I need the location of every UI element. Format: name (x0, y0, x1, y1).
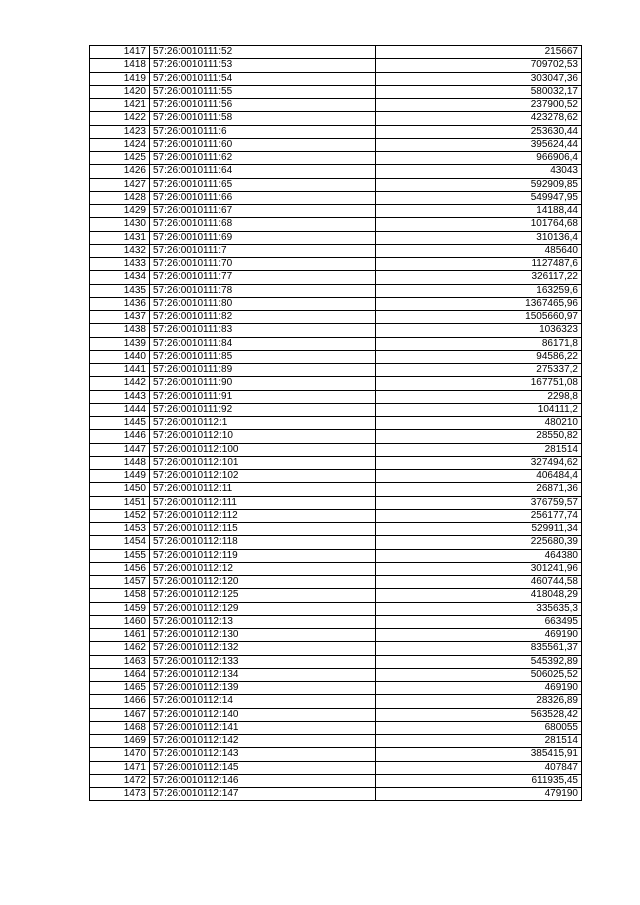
cadastral-number-cell: 57:26:0010112:112 (150, 509, 376, 522)
table-row (90, 72, 582, 85)
value-cell: 2298,8 (376, 390, 582, 403)
table-row (90, 218, 582, 231)
row-number-cell: 1472 (90, 774, 150, 787)
cadastral-number-cell: 57:26:0010112:143 (150, 748, 376, 761)
value-cell: 237900,52 (376, 99, 582, 112)
cadastral-number-cell: 57:26:0010112:13 (150, 615, 376, 628)
value-cell: 469190 (376, 629, 582, 642)
table-row (90, 523, 582, 536)
cadastral-number-cell: 57:26:0010112:146 (150, 774, 376, 787)
cadastral-number-cell: 57:26:0010111:85 (150, 350, 376, 363)
cadastral-number-cell: 57:26:0010111:56 (150, 99, 376, 112)
cadastral-number-cell: 57:26:0010111:78 (150, 284, 376, 297)
value-cell: 663495 (376, 615, 582, 628)
value-cell: 94586,22 (376, 350, 582, 363)
cadastral-number-cell: 57:26:0010112:134 (150, 668, 376, 681)
row-number-cell: 1470 (90, 748, 150, 761)
cadastral-number-cell: 57:26:0010111:80 (150, 297, 376, 310)
table-row (90, 761, 582, 774)
table-row (90, 562, 582, 575)
value-cell: 385415,91 (376, 748, 582, 761)
row-number-cell: 1427 (90, 178, 150, 191)
table-row (90, 615, 582, 628)
table-row (90, 311, 582, 324)
row-number-cell: 1421 (90, 99, 150, 112)
table-row (90, 205, 582, 218)
value-cell: 281514 (376, 735, 582, 748)
cadastral-number-cell: 57:26:0010111:64 (150, 165, 376, 178)
value-cell: 966906,4 (376, 152, 582, 165)
table-row (90, 483, 582, 496)
table-row (90, 152, 582, 165)
table-row (90, 509, 582, 522)
value-cell: 709702,53 (376, 59, 582, 72)
cadastral-number-cell: 57:26:0010112:10 (150, 430, 376, 443)
table-row (90, 721, 582, 734)
cadastral-number-cell: 57:26:0010111:91 (150, 390, 376, 403)
table-row (90, 735, 582, 748)
table-row (90, 46, 582, 59)
row-number-cell: 1433 (90, 258, 150, 271)
value-cell: 281514 (376, 443, 582, 456)
value-cell: 28550,82 (376, 430, 582, 443)
value-cell: 529911,34 (376, 523, 582, 536)
value-cell: 104111,2 (376, 403, 582, 416)
row-number-cell: 1453 (90, 523, 150, 536)
cadastral-number-cell: 57:26:0010112:101 (150, 456, 376, 469)
cadastral-number-cell: 57:26:0010112:141 (150, 721, 376, 734)
value-cell: 485640 (376, 244, 582, 257)
value-cell: 407847 (376, 761, 582, 774)
row-number-cell: 1460 (90, 615, 150, 628)
cadastral-number-cell: 57:26:0010111:55 (150, 85, 376, 98)
table-row (90, 297, 582, 310)
value-cell: 480210 (376, 417, 582, 430)
row-number-cell: 1463 (90, 655, 150, 668)
cadastral-number-cell: 57:26:0010112:139 (150, 682, 376, 695)
row-number-cell: 1435 (90, 284, 150, 297)
cadastral-number-cell: 57:26:0010112:111 (150, 496, 376, 509)
value-cell: 464380 (376, 549, 582, 562)
value-cell: 835561,37 (376, 642, 582, 655)
row-number-cell: 1420 (90, 85, 150, 98)
value-cell: 163259,6 (376, 284, 582, 297)
table-row (90, 708, 582, 721)
cadastral-number-cell: 57:26:0010111:62 (150, 152, 376, 165)
table-row (90, 85, 582, 98)
table-row (90, 602, 582, 615)
cadastral-number-cell: 57:26:0010112:115 (150, 523, 376, 536)
table-row (90, 470, 582, 483)
table-row (90, 774, 582, 787)
cadastral-number-cell: 57:26:0010112:11 (150, 483, 376, 496)
row-number-cell: 1445 (90, 417, 150, 430)
table-row (90, 549, 582, 562)
table-row (90, 668, 582, 681)
value-cell: 418048,29 (376, 589, 582, 602)
row-number-cell: 1442 (90, 377, 150, 390)
table-row (90, 390, 582, 403)
table-row (90, 231, 582, 244)
value-cell: 301241,96 (376, 562, 582, 575)
cadastral-number-cell: 57:26:0010112:142 (150, 735, 376, 748)
table-row (90, 165, 582, 178)
value-cell: 303047,36 (376, 72, 582, 85)
row-number-cell: 1443 (90, 390, 150, 403)
cadastral-number-cell: 57:26:0010111:66 (150, 191, 376, 204)
row-number-cell: 1438 (90, 324, 150, 337)
table-row (90, 576, 582, 589)
table-row (90, 138, 582, 151)
cadastral-number-cell: 57:26:0010111:6 (150, 125, 376, 138)
row-number-cell: 1434 (90, 271, 150, 284)
row-number-cell: 1461 (90, 629, 150, 642)
row-number-cell: 1430 (90, 218, 150, 231)
table-row (90, 682, 582, 695)
value-cell: 1367465,96 (376, 297, 582, 310)
row-number-cell: 1422 (90, 112, 150, 125)
cadastral-number-cell: 57:26:0010111:90 (150, 377, 376, 390)
value-cell: 275337,2 (376, 364, 582, 377)
table-row (90, 364, 582, 377)
row-number-cell: 1455 (90, 549, 150, 562)
value-cell: 28326,89 (376, 695, 582, 708)
cadastral-number-cell: 57:26:0010111:60 (150, 138, 376, 151)
cadastral-number-cell: 57:26:0010112:133 (150, 655, 376, 668)
cadastral-number-cell: 57:26:0010111:69 (150, 231, 376, 244)
cadastral-number-cell: 57:26:0010112:129 (150, 602, 376, 615)
value-cell: 14188,44 (376, 205, 582, 218)
cadastral-number-cell: 57:26:0010112:100 (150, 443, 376, 456)
cadastral-number-cell: 57:26:0010112:102 (150, 470, 376, 483)
value-cell: 406484,4 (376, 470, 582, 483)
table-row (90, 456, 582, 469)
table-row (90, 99, 582, 112)
cadastral-number-cell: 57:26:0010112:140 (150, 708, 376, 721)
table-row (90, 642, 582, 655)
value-cell: 680055 (376, 721, 582, 734)
table-row (90, 788, 582, 801)
table-row (90, 417, 582, 430)
cadastral-number-cell: 57:26:0010111:77 (150, 271, 376, 284)
value-cell: 506025,52 (376, 668, 582, 681)
row-number-cell: 1464 (90, 668, 150, 681)
row-number-cell: 1423 (90, 125, 150, 138)
row-number-cell: 1459 (90, 602, 150, 615)
row-number-cell: 1471 (90, 761, 150, 774)
cadastral-number-cell: 57:26:0010112:120 (150, 576, 376, 589)
cadastral-number-cell: 57:26:0010112:14 (150, 695, 376, 708)
table-body (90, 46, 582, 801)
row-number-cell: 1418 (90, 59, 150, 72)
value-cell: 225680,39 (376, 536, 582, 549)
row-number-cell: 1454 (90, 536, 150, 549)
row-number-cell: 1456 (90, 562, 150, 575)
table-row (90, 324, 582, 337)
row-number-cell: 1447 (90, 443, 150, 456)
value-cell: 101764,68 (376, 218, 582, 231)
row-number-cell: 1446 (90, 430, 150, 443)
cadastral-number-cell: 57:26:0010111:67 (150, 205, 376, 218)
cadastral-number-cell: 57:26:0010112:130 (150, 629, 376, 642)
value-cell: 549947,95 (376, 191, 582, 204)
table-row (90, 112, 582, 125)
cadastral-value-table (89, 45, 582, 801)
value-cell: 326117,22 (376, 271, 582, 284)
row-number-cell: 1458 (90, 589, 150, 602)
value-cell: 479190 (376, 788, 582, 801)
value-cell: 611935,45 (376, 774, 582, 787)
row-number-cell: 1440 (90, 350, 150, 363)
value-cell: 423278,62 (376, 112, 582, 125)
value-cell: 43043 (376, 165, 582, 178)
row-number-cell: 1449 (90, 470, 150, 483)
table-row (90, 443, 582, 456)
row-number-cell: 1429 (90, 205, 150, 218)
cadastral-number-cell: 57:26:0010112:12 (150, 562, 376, 575)
table-row (90, 244, 582, 257)
table-row (90, 191, 582, 204)
value-cell: 167751,08 (376, 377, 582, 390)
table-row (90, 377, 582, 390)
table-row (90, 629, 582, 642)
cadastral-number-cell: 57:26:0010111:58 (150, 112, 376, 125)
row-number-cell: 1473 (90, 788, 150, 801)
row-number-cell: 1462 (90, 642, 150, 655)
table-row (90, 337, 582, 350)
row-number-cell: 1426 (90, 165, 150, 178)
table-row (90, 655, 582, 668)
row-number-cell: 1468 (90, 721, 150, 734)
table-row (90, 695, 582, 708)
row-number-cell: 1465 (90, 682, 150, 695)
value-cell: 1127487,6 (376, 258, 582, 271)
row-number-cell: 1419 (90, 72, 150, 85)
cadastral-number-cell: 57:26:0010111:84 (150, 337, 376, 350)
cadastral-number-cell: 57:26:0010111:52 (150, 46, 376, 59)
cadastral-number-cell: 57:26:0010112:125 (150, 589, 376, 602)
row-number-cell: 1439 (90, 337, 150, 350)
cadastral-number-cell: 57:26:0010112:147 (150, 788, 376, 801)
value-cell: 335635,3 (376, 602, 582, 615)
cadastral-number-cell: 57:26:0010111:82 (150, 311, 376, 324)
table-row (90, 430, 582, 443)
row-number-cell: 1436 (90, 297, 150, 310)
table-row (90, 178, 582, 191)
value-cell: 563528,42 (376, 708, 582, 721)
value-cell: 215667 (376, 46, 582, 59)
table-row (90, 403, 582, 416)
table-row (90, 271, 582, 284)
cadastral-number-cell: 57:26:0010111:53 (150, 59, 376, 72)
table-row (90, 496, 582, 509)
value-cell: 376759,57 (376, 496, 582, 509)
value-cell: 26871,36 (376, 483, 582, 496)
row-number-cell: 1469 (90, 735, 150, 748)
value-cell: 310136,4 (376, 231, 582, 244)
row-number-cell: 1451 (90, 496, 150, 509)
row-number-cell: 1457 (90, 576, 150, 589)
table-row (90, 125, 582, 138)
cadastral-number-cell: 57:26:0010111:92 (150, 403, 376, 416)
row-number-cell: 1452 (90, 509, 150, 522)
value-cell: 1505660,97 (376, 311, 582, 324)
row-number-cell: 1441 (90, 364, 150, 377)
table-row (90, 59, 582, 72)
table-row (90, 536, 582, 549)
cadastral-number-cell: 57:26:0010111:89 (150, 364, 376, 377)
row-number-cell: 1450 (90, 483, 150, 496)
cadastral-number-cell: 57:26:0010111:7 (150, 244, 376, 257)
row-number-cell: 1424 (90, 138, 150, 151)
value-cell: 327494,62 (376, 456, 582, 469)
cadastral-number-cell: 57:26:0010112:132 (150, 642, 376, 655)
cadastral-number-cell: 57:26:0010112:145 (150, 761, 376, 774)
table-row (90, 258, 582, 271)
table-row (90, 589, 582, 602)
table-row (90, 284, 582, 297)
value-cell: 1036323 (376, 324, 582, 337)
cadastral-number-cell: 57:26:0010112:1 (150, 417, 376, 430)
row-number-cell: 1417 (90, 46, 150, 59)
row-number-cell: 1431 (90, 231, 150, 244)
value-cell: 253630,44 (376, 125, 582, 138)
value-cell: 469190 (376, 682, 582, 695)
row-number-cell: 1428 (90, 191, 150, 204)
cadastral-number-cell: 57:26:0010111:65 (150, 178, 376, 191)
row-number-cell: 1437 (90, 311, 150, 324)
row-number-cell: 1466 (90, 695, 150, 708)
table-row (90, 350, 582, 363)
value-cell: 395624,44 (376, 138, 582, 151)
row-number-cell: 1444 (90, 403, 150, 416)
value-cell: 86171,8 (376, 337, 582, 350)
value-cell: 592909,85 (376, 178, 582, 191)
value-cell: 580032,17 (376, 85, 582, 98)
table-row (90, 748, 582, 761)
row-number-cell: 1432 (90, 244, 150, 257)
row-number-cell: 1467 (90, 708, 150, 721)
cadastral-number-cell: 57:26:0010111:70 (150, 258, 376, 271)
cadastral-number-cell: 57:26:0010112:119 (150, 549, 376, 562)
value-cell: 545392,89 (376, 655, 582, 668)
cadastral-number-cell: 57:26:0010111:83 (150, 324, 376, 337)
value-cell: 256177,74 (376, 509, 582, 522)
cadastral-number-cell: 57:26:0010111:54 (150, 72, 376, 85)
cadastral-number-cell: 57:26:0010112:118 (150, 536, 376, 549)
value-cell: 460744,58 (376, 576, 582, 589)
cadastral-number-cell: 57:26:0010111:68 (150, 218, 376, 231)
row-number-cell: 1425 (90, 152, 150, 165)
row-number-cell: 1448 (90, 456, 150, 469)
